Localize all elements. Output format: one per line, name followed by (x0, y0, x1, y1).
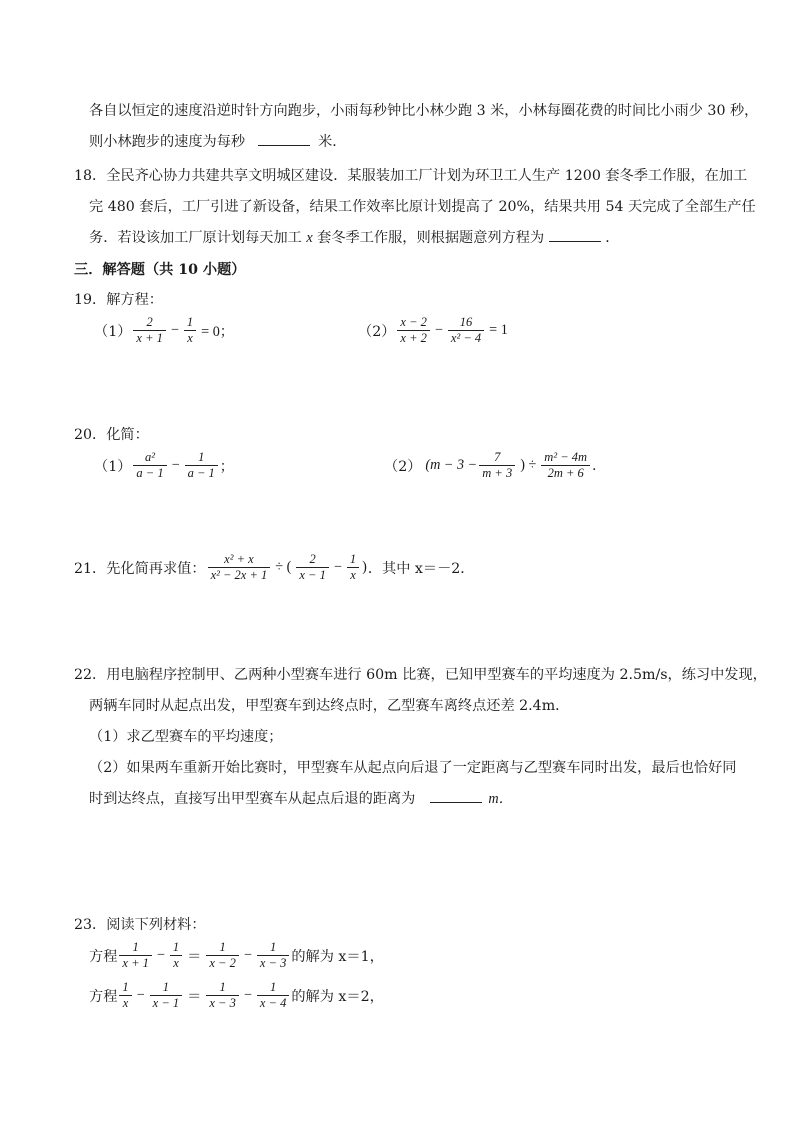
q23-eq1-frac2: $\frac{1}{x}$ (170, 940, 182, 971)
q20-p2-frac2: $\frac{\text{m² − 4m}}{2m + 6}$ (541, 450, 590, 481)
q18-line1: 18．全民齐心协力共建共享文明城区建设．某服装加工厂计划为环卫工人生产 1200 套冬季工作服，在加工 (74, 168, 748, 184)
q20-p1-tail: ； (219, 458, 234, 475)
q23-eq2-frac2: $\frac{1}{x - 1}$ (150, 980, 182, 1011)
q23-equation-2: 方程 $\frac{1}{x}$ − $\frac{1}{x - 1}$ ＝ $\frac{1}{x - 3}$ − $\frac{1}{x - 4}$ 的解为 x＝2， (89, 980, 384, 1010)
q22-line3: （1）求乙型赛车的平均速度； (89, 729, 283, 745)
q22-line4: （2）如果两车重新开始比赛时，甲型赛车从起点向后退了一定距离与乙型赛车同时出发，最后也恰好同 (89, 760, 737, 776)
q22-line5 (89, 788, 513, 808)
section-title: 三．解答题（共 10 小题） (74, 262, 246, 278)
q19-p1-tail: = 0； (201, 323, 234, 340)
q22-text-a: 时到达终点，直接写出甲型赛车从起点后退的距离为 (89, 791, 416, 807)
q23-title: 23．阅读下列材料： (74, 917, 206, 933)
q23-eq2-frac4: $\frac{1}{x - 4}$ (257, 980, 289, 1011)
q17-line2 (89, 131, 347, 151)
q21-tail: ．其中 x＝－2． (367, 560, 475, 577)
q18-variable: x (306, 230, 313, 246)
q22-text-b: m． (488, 791, 513, 807)
q20-p2-tail: . (592, 457, 597, 474)
q19-p2-label: （2） (358, 323, 396, 340)
q20-p1-frac1: $\frac{\text{a²}}{a - 1}$ (133, 450, 166, 481)
q18-text-a: 务．若设该加工厂原计划每天加工 (89, 230, 302, 246)
q19-p1-frac2: $\frac{1}{x}$ (184, 315, 196, 346)
q18-text-b: 套冬季工作服，则根据题意列方程为 (317, 230, 545, 246)
q20-p2-frac1: $\frac{7}{m + 3}$ (479, 450, 515, 481)
q20-title: 20．化简： (74, 427, 149, 443)
q22-line1: 22．用电脑程序控制甲、乙两种小型赛车进行 60m 比赛，已知甲型赛车的平均速度为 2.5m/s，练习中发现， (74, 667, 767, 683)
q19-p2-tail: = 1 (489, 322, 508, 338)
q18-answer-blank[interactable] (549, 240, 601, 242)
q19-p1-label: （1） (94, 323, 132, 340)
q23-eq2-frac3: $\frac{1}{x - 3}$ (206, 980, 238, 1011)
q17-text-a: 则小林跑步的速度为每秒 (89, 134, 246, 150)
q23-eq1-frac3: $\frac{1}{x - 2}$ (206, 940, 238, 971)
q17-line1: 各自以恒定的速度沿逆时针方向跑步，小雨每秒钟比小林少跑 3 米，小林每圈花费的时间比小雨少 30 秒， (89, 103, 759, 119)
q19-title: 19．解方程： (74, 292, 163, 308)
q19-p2-frac2: $\frac{16}{\text{x² − 4}}$ (448, 315, 484, 346)
q21-lead: 21．先化简再求值： (74, 560, 206, 577)
q23-eq1-frac1: $\frac{1}{x + 1}$ (119, 940, 151, 971)
q23-eq2-frac1: $\frac{1}{x}$ (119, 980, 131, 1011)
q21-frac2: $\frac{2}{x - 1}$ (296, 552, 328, 583)
q21-frac1: $\frac{\text{x² + x}}{\text{x² − 2x + 1}}$ (208, 552, 271, 583)
q23-equation-1: 方程 $\frac{1}{x + 1}$ − $\frac{1}{x}$ ＝ $\frac{1}{x - 2}$ − $\frac{1}{x - 3}$ 的解为 x＝1， (89, 940, 384, 970)
q23-eq1-frac4: $\frac{1}{x - 3}$ (257, 940, 289, 971)
q21-frac3: $\frac{1}{x}$ (347, 552, 359, 583)
q20-p2-label: （2） (384, 458, 422, 475)
q19-p1-frac1: $\frac{2}{x + 1}$ (133, 315, 165, 346)
q22-answer-blank[interactable] (430, 801, 482, 803)
q17-text-b: 米． (318, 134, 347, 150)
q20-part1: （1） $\frac{\text{a²}}{a - 1}$ − $\frac{1}{a - 1}$ ； (94, 450, 234, 480)
q18-line3 (89, 227, 619, 247)
q17-answer-blank[interactable] (258, 144, 310, 146)
q20-p1-label: （1） (94, 458, 132, 475)
q21-line: 21．先化简再求值： $\frac{\text{x² + x}}{\text{x² − 2x + 1}}$ ÷ ( $\frac{2}{x - 1}$ − $\frac{1}{x}$ ) ．其中 x＝－2． (74, 552, 475, 582)
q18-text-c: ． (605, 230, 620, 246)
q19-part2: （2） $\frac{x - 2}{x + 2}$ − $\frac{16}{\text{x² − 4}}$ = 1 (358, 315, 508, 345)
q20-part2: （2） (m − 3 − $\frac{7}{m + 3}$ ) ÷ $\frac{\text{m² − 4m}}{2m + 6}$ . (384, 450, 597, 480)
q20-p1-frac2: $\frac{1}{a - 1}$ (185, 450, 218, 481)
q19-p2-frac1: $\frac{x - 2}{x + 2}$ (397, 315, 429, 346)
q19-part1: （1） $\frac{2}{x + 1}$ − $\frac{1}{x}$ = 0； (94, 315, 234, 345)
q18-line2: 完 480 套后，工厂引进了新设备，结果工作效率比原计划提高了 20%，结果共用 54 天完成了全部生产任 (89, 199, 756, 215)
q22-line2: 两辆车同时从起点出发，甲型赛车到达终点时，乙型赛车离终点还差 2.4m． (89, 698, 570, 714)
